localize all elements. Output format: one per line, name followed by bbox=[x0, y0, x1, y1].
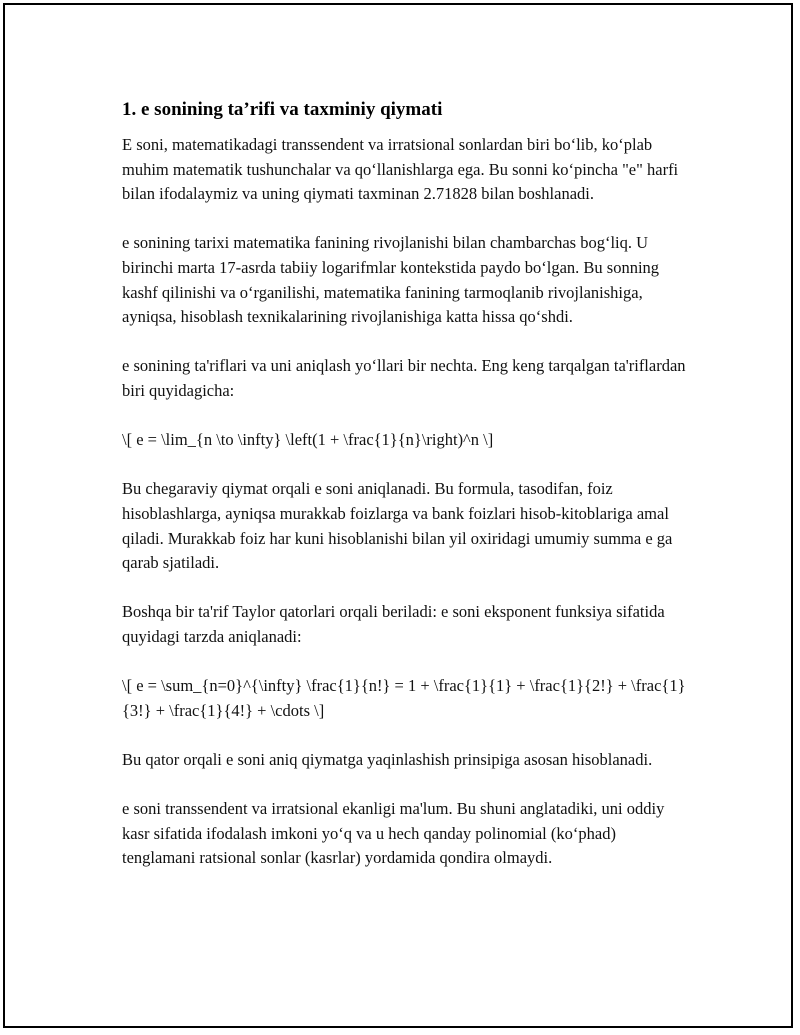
paragraph-intro: E soni, matematikadagi transsendent va irratsional sonlardan biri bo‘lib, ko‘plab muhim matematik tushunchalar va qo‘llanishlarga ega. Bu sonni ko‘pincha "e" harfi bilan ifodalaymiz va uning qiymati taxminan 2.71828 bilan boshlanadi. bbox=[122, 135, 679, 204]
paragraph-taylor: Boshqa bir ta'rif Taylor qatorlari orqali beriladi: e soni eksponent funksiya sifatida quyidagi tarzda aniqlanadi: bbox=[122, 602, 665, 646]
formula-series: \[ e = \sum_{n=0}^{\infty} \frac{1}{n!} = 1 + \frac{1}{1} + \frac{1}{2!} + \frac{1}{3!} + \frac{1}{4!} + \cdots \] bbox=[122, 676, 686, 720]
paragraph-limit-explanation: Bu chegaraviy qiymat orqali e soni aniqlanadi. Bu formula, tasodifan, foiz hisoblashlarga, ayniqsa murakkab foizlarga va bank foizlari hisob-kitoblariga amal qiladi. Murakkab foiz har kuni hisoblanishi bilan yil oxiridagi umumiy summa e ga qarab sjatiladi. bbox=[122, 479, 673, 573]
paragraph-definitions: e sonining ta'riflari va uni aniqlash yo‘llari bir nechta. Eng keng tarqalgan ta'riflardan biri quyidagicha: bbox=[122, 356, 686, 400]
paragraph-series-explanation: Bu qator orqali e soni aniq qiymatga yaqinlashish prinsipiga asosan hisoblanadi. bbox=[122, 749, 653, 769]
document-body bbox=[122, 98, 692, 895]
section-heading: 1. e sonining ta’rifi va taxminiy qiymati bbox=[122, 99, 443, 120]
formula-limit: \[ e = \lim_{n \to \infty} \left(1 + \frac{1}{n}\right)^n \] bbox=[122, 430, 494, 450]
page-frame bbox=[3, 3, 793, 1028]
paragraph-history: e sonining tarixi matematika fanining rivojlanishi bilan chambarchas bog‘liq. U birinchi marta 17-asrda tabiiy logarifmlar kontekstida paydo bo‘lgan. Bu sonning kashf qilinishi va o‘rganilishi, matematika fanining tarmoqlanib rivojlanishiga, ayniqsa, hisoblash texnikalarining rivojlanishiga katta hissa qo‘shdi. bbox=[122, 233, 660, 327]
paragraph-transcendence: e soni transsendent va irratsional ekanligi ma'lum. Bu shuni anglatadiki, uni oddiy kasr sifatida ifodalash imkoni yo‘q va u hech qanday polinomial (ko‘phad) tenglamani ratsional sonlar (kasrlar) yordamida qondira olmaydi. bbox=[122, 799, 665, 868]
